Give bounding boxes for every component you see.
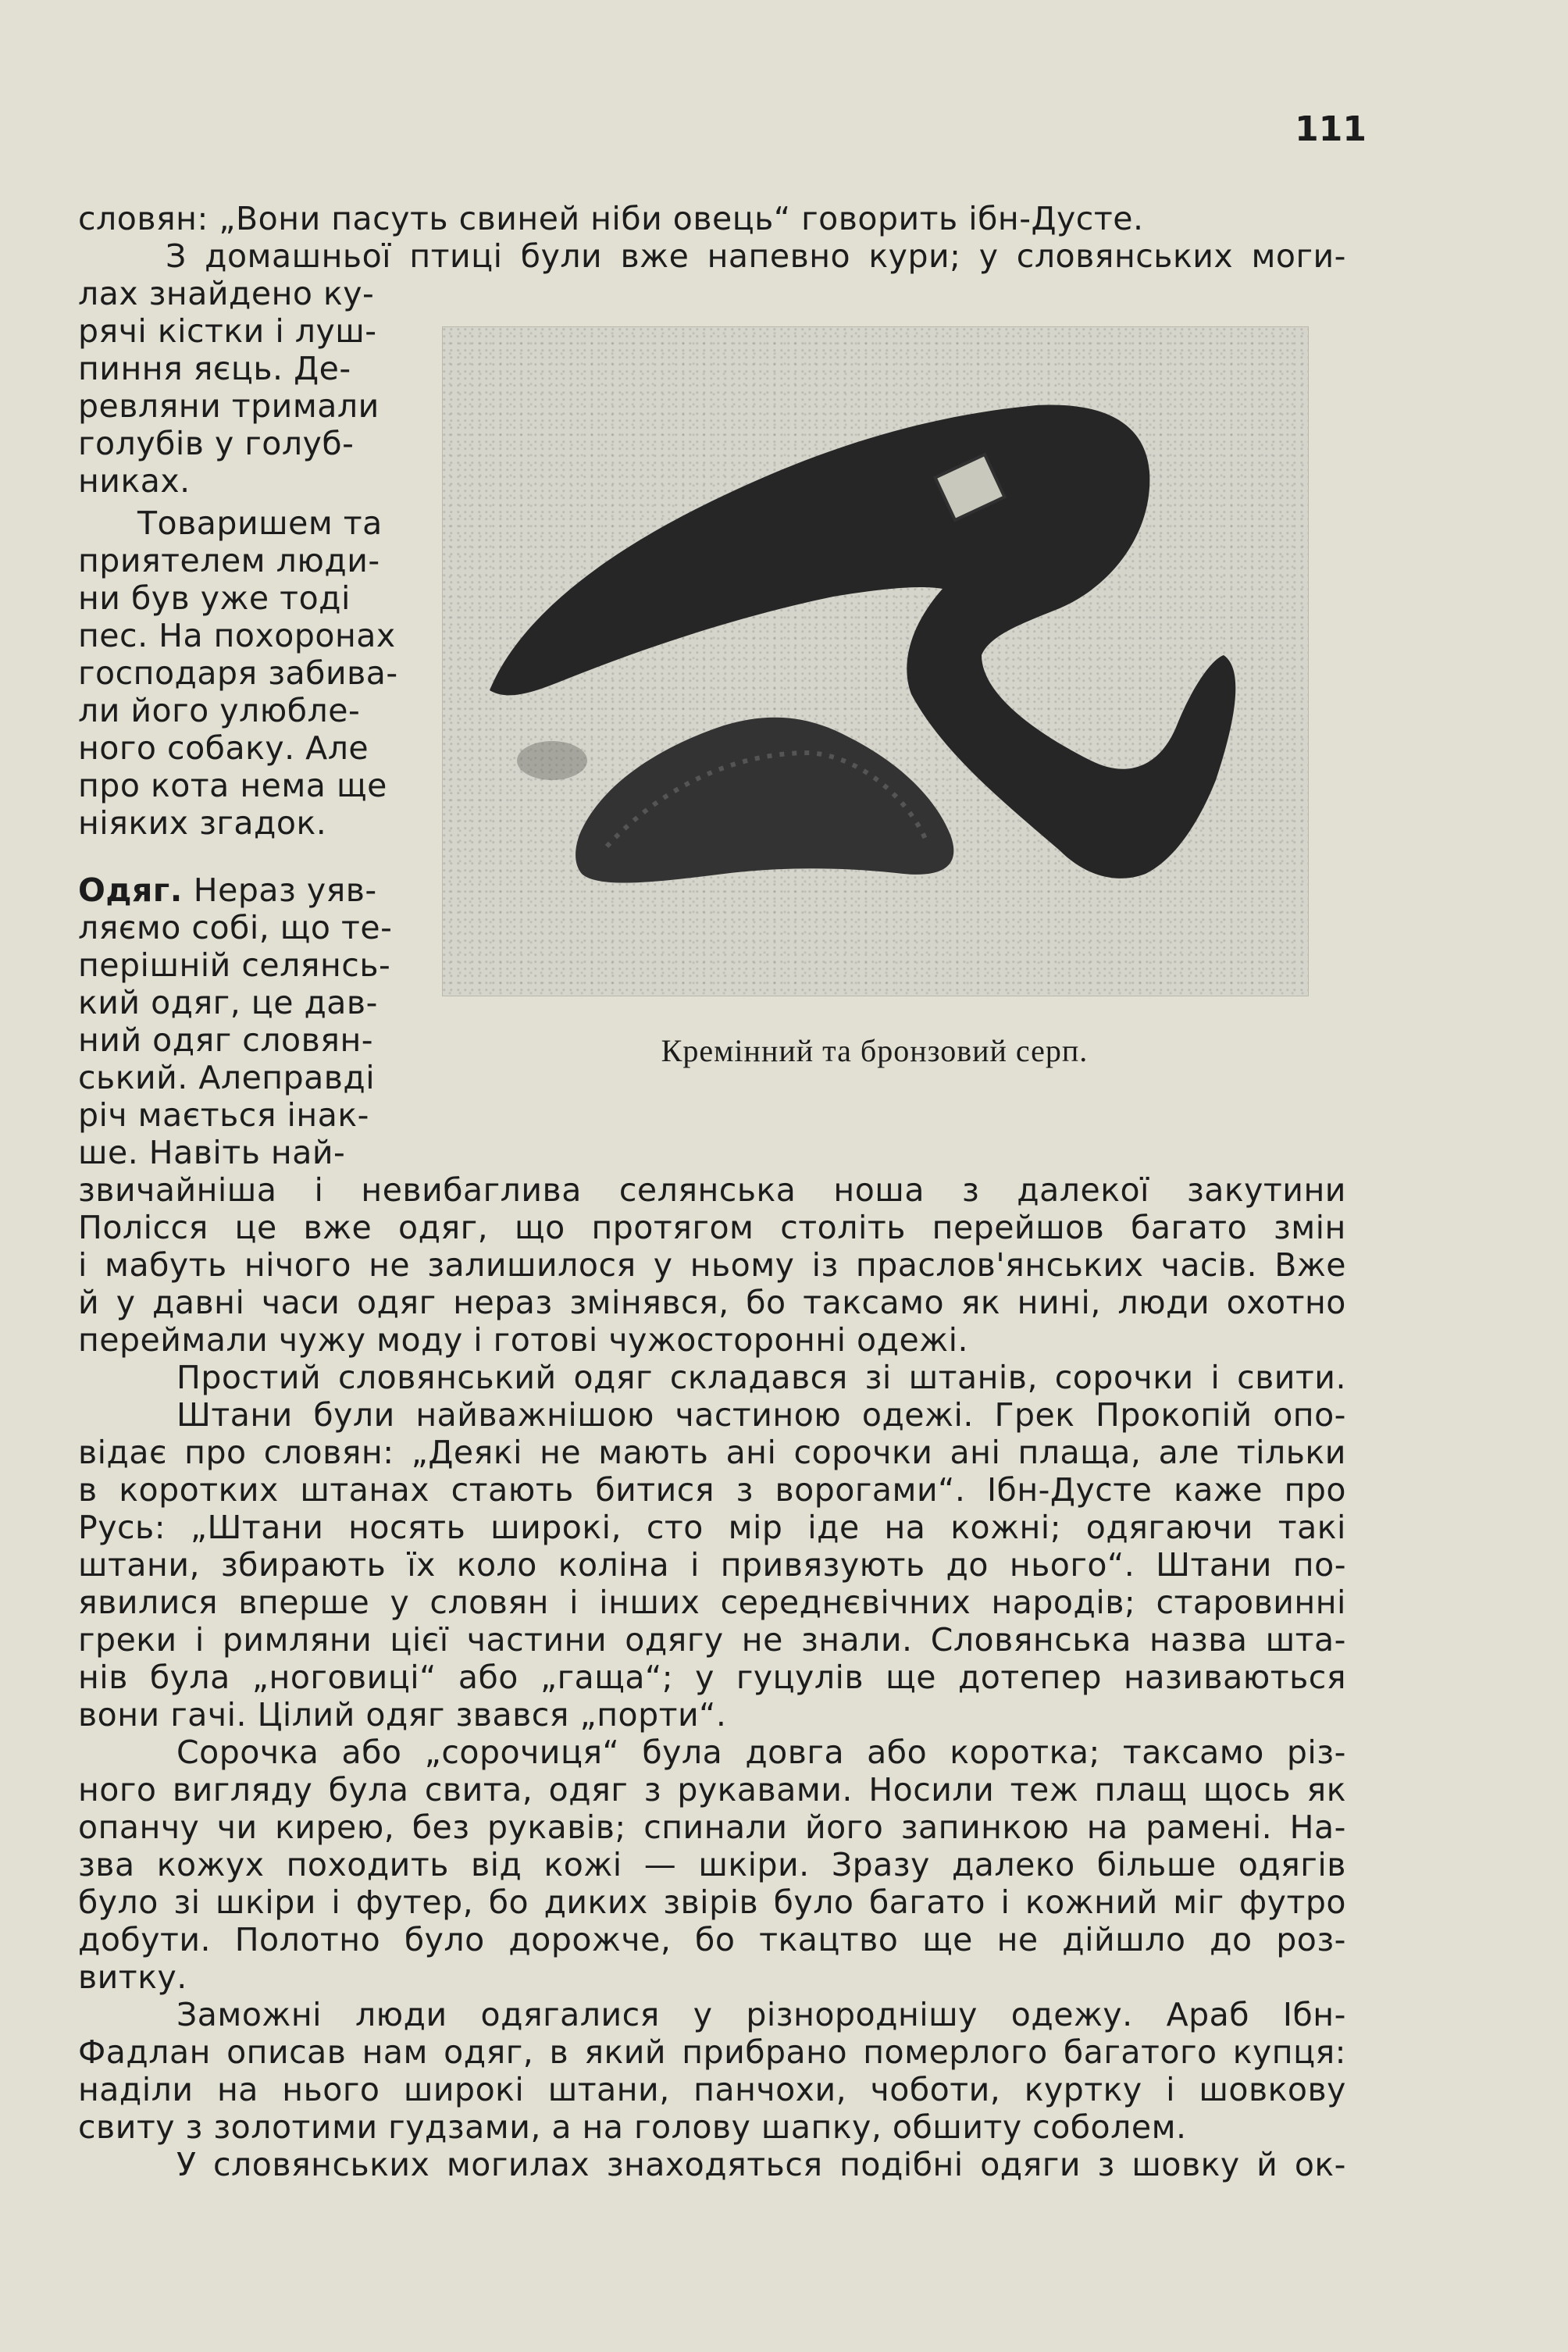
text-line: штани, збирають їх коло коліна і привязують до нього“. Штани по- [78, 1546, 1346, 1584]
text-line: У словянських могилах знаходяться подібні одяги з шовку й ок- [176, 2146, 1346, 2183]
text-line: пиння яєць. Де- [78, 350, 351, 387]
text-line: ський. Алеправді [78, 1059, 376, 1096]
text-line: кий одяг, це дав- [78, 984, 378, 1021]
text-line: явилися вперше у словян і інших середнєвічних народів; старовинні [78, 1584, 1346, 1621]
text-line: і мабуть нічого не залишилося у ньому із праслов'янських часів. Вже [78, 1246, 1346, 1284]
text-line: наділи на нього широкі штани, панчохи, чоботи, куртку і шовкову [78, 2071, 1346, 2108]
text-line: Штани були найважнішою частиною одежі. Грек Прокопій опо- [176, 1396, 1346, 1434]
text-line: перішній селянсь- [78, 946, 391, 984]
text-line: зва кожух походить від кожі — шкіри. Зразу далеко більше одягів [78, 1846, 1346, 1883]
text-line: про кота нема ще [78, 767, 387, 804]
flint-sickle [576, 718, 953, 883]
text-line: Товаришем та [137, 504, 383, 542]
text-line: було зі шкіри і футер, бо диких звірів було багато і кожний міг футро [78, 1883, 1346, 1921]
text-line: ніяких згадок. [78, 804, 327, 842]
text-line: ревляни тримали [78, 387, 380, 425]
text-line: витку. [78, 1958, 187, 1996]
text-line: опанчу чи кирею, без рукавів; спинали його запинкою на рамені. На- [78, 1809, 1346, 1846]
text-line: річ мається інак- [78, 1096, 369, 1134]
text-line: З домашньої птиці були вже напевно кури; у словянських моги- [166, 237, 1346, 275]
section-heading: Одяг. [78, 871, 183, 909]
text-line: лах знайдено ку- [78, 275, 375, 312]
sickles-image [443, 327, 1308, 996]
text-line: в коротких штанах стають битися з ворогами“. Ібн-Дусте каже про [78, 1471, 1346, 1509]
text-line: відає про словян: „Деякі не мають ані сорочки ані плаща, але тільки [78, 1434, 1346, 1471]
text-line: пес. На похоронах [78, 617, 396, 654]
text-line-heading [78, 871, 406, 909]
text-line: никах. [78, 462, 191, 500]
text-line: Русь: „Штани носять широкі, сто мір іде на кожні; одягаючи такі [78, 1509, 1346, 1546]
text-line: нів була „ноговиці“ або „гаща“; у гуцулів ще дотепер називаються [78, 1659, 1346, 1696]
text-line: греки і римляни цієї частини одягу не знали. Словянська назва шта- [78, 1621, 1346, 1659]
page-number: 111 [1295, 109, 1367, 149]
text-line: голубів у голуб- [78, 425, 355, 462]
text-line: ни був уже тоді [78, 579, 351, 617]
text-line: свиту з золотими гудзами, а на голову шапку, обшиту соболем. [78, 2108, 1187, 2146]
text-line: й у давні часи одяг нераз змінявся, бо таксамо як нині, люди охотно [78, 1284, 1346, 1321]
text-line: ли його улюбле- [78, 692, 361, 729]
text-line: рячі кістки і луш- [78, 312, 377, 350]
text-line: звичайніша і невибаглива селянська ноша з далекої закутини [78, 1171, 1346, 1209]
text-line: Нераз уяв- [193, 871, 377, 909]
text-line: переймали чужу моду і готові чужосторонні одежі. [78, 1321, 969, 1359]
figure-caption: Кремінний та бронзовий серп. [661, 1033, 1089, 1068]
text-line: добути. Полотно було дорожче, бо ткацтво ще не дійшло до роз- [78, 1921, 1346, 1958]
text-line: ше. Навіть най- [78, 1134, 346, 1171]
text-line: вони гачі. Цілий одяг звався „порти“. [78, 1696, 727, 1734]
text-line: ний одяг словян- [78, 1021, 374, 1059]
text-line: приятелем люди- [78, 542, 380, 579]
text-line: ного вигляду була свита, одяг з рукавами. Носили теж плащ щось як [78, 1771, 1346, 1809]
text-line: Заможні люди одягалися у різнороднішу одежу. Араб Ібн- [176, 1996, 1346, 2033]
text-line: ляємо собі, що те- [78, 909, 393, 946]
text-line: словян: „Вони пасуть свиней ніби овець“ говорить ібн-Дусте. [78, 200, 1144, 237]
text-line: Простий словянський одяг складався зі штанів, сорочки і свити. [176, 1359, 1346, 1396]
sickle-photograph [442, 326, 1309, 996]
text-line: ного собаку. Але [78, 729, 369, 767]
text-line: господаря забива- [78, 654, 398, 692]
text-line: Полісся це вже одяг, що протягом століть перейшов багато змін [78, 1209, 1346, 1246]
text-line: Сорочка або „сорочиця“ була довга або коротка; таксамо різ- [176, 1734, 1346, 1771]
text-line: Фадлан описав нам одяг, в який прибрано померлого багатого купця: [78, 2033, 1346, 2071]
